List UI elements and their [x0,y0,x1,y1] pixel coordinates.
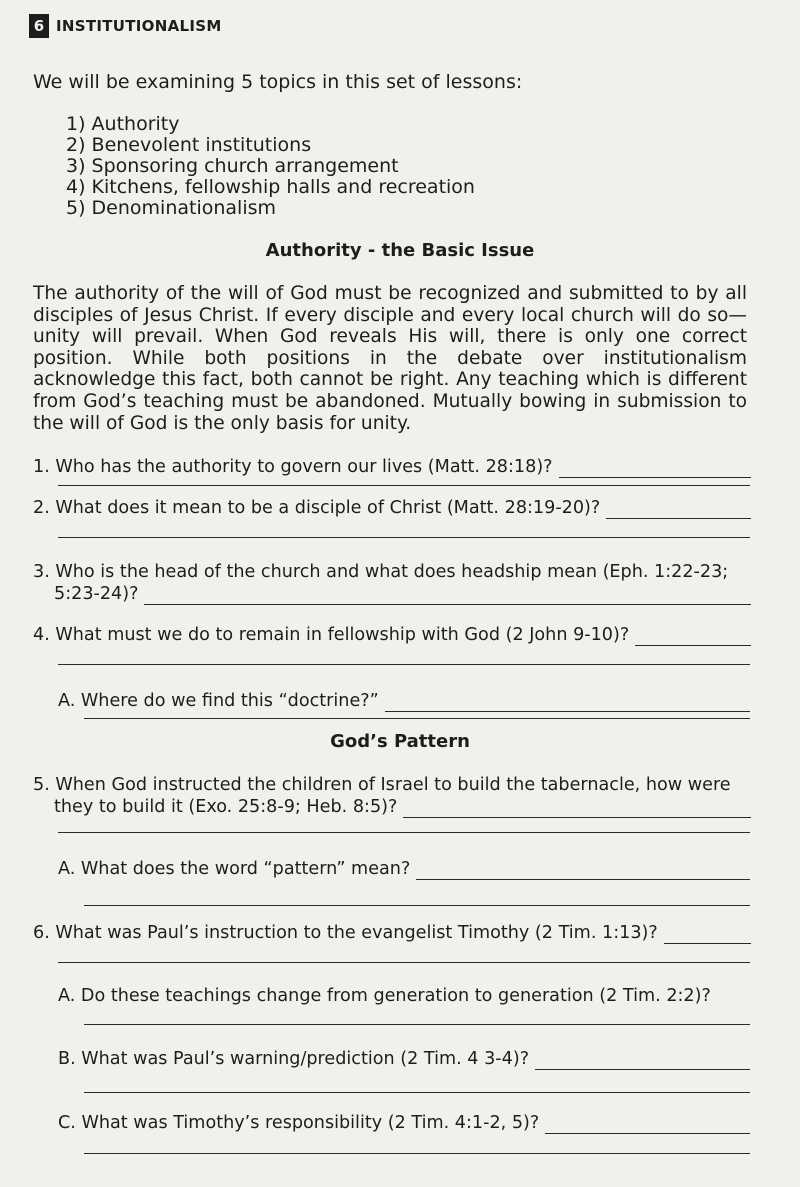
question-1-text: 1. Who has the authority to govern our lives (Matt. 28:18)? [33,457,553,477]
question-4a-text: A. Where do we find this “doctrine?” [58,691,379,711]
question-6-text: 6. What was Paul’s instruction to the evangelist Timothy (2 Tim. 1:13)? [33,923,658,943]
section-title-pattern: God’s Pattern [330,731,470,752]
question-3-text-line1: 3. Who is the head of the church and what does headship mean (Eph. 1:22-23; [33,562,729,582]
question-5-text-line2: they to build it (Exo. 25:8-9; Heb. 8:5)? [54,797,398,817]
answer-line[interactable] [403,802,751,818]
answer-line[interactable] [84,905,750,906]
question-2 [33,497,751,519]
topic-item: 2) Benevolent institutions [66,134,312,156]
question-6b-text: B. What was Paul’s warning/prediction (2 Tim. 4 3-4)? [58,1049,530,1069]
answer-line[interactable] [58,962,750,963]
answer-line[interactable] [84,1153,750,1154]
answer-line[interactable] [664,928,751,944]
question-4-text: 4. What must we do to remain in fellowship with God (2 John 9-10)? [33,625,630,645]
topic-item: 3) Sponsoring church arrangement [66,155,399,177]
page-header [29,14,222,38]
topic-item: 4) Kitchens, fellowship halls and recreation [66,176,475,198]
intro-text: We will be examining 5 topics in this set of lessons: [33,71,523,93]
section-title-authority: Authority - the Basic Issue [265,240,535,261]
answer-line[interactable] [58,832,750,833]
answer-line[interactable] [84,1092,750,1093]
question-2-text: 2. What does it mean to be a disciple of Christ (Matt. 28:19-20)? [33,498,601,518]
question-1 [33,456,751,478]
question-3-text-line2: 5:23-24)? [54,584,139,604]
question-6b [58,1048,750,1070]
question-5 [33,774,751,818]
question-5a [58,858,750,880]
answer-line[interactable] [385,696,750,712]
question-5-text-line1: 5. When God instructed the children of Israel to build the tabernacle, how were [33,775,731,795]
question-4a [58,690,750,712]
question-6a-text: A. Do these teachings change from generation to generation (2 Tim. 2:2)? [58,986,711,1006]
answer-line[interactable] [559,462,751,478]
answer-line[interactable] [58,537,750,538]
answer-line[interactable] [84,1024,750,1025]
page-number: 6 [29,14,49,38]
answer-line[interactable] [545,1118,750,1134]
question-6c [58,1112,750,1134]
answer-line[interactable] [416,864,750,880]
question-6c-text: C. What was Timothy’s responsibility (2 Tim. 4:1-2, 5)? [58,1113,540,1133]
question-6a [58,985,750,1007]
topic-item: 1) Authority [66,113,180,135]
topic-list [66,114,475,219]
answer-line[interactable] [84,718,750,719]
question-5a-text: A. What does the word “pattern” mean? [58,859,411,879]
answer-line[interactable] [144,589,751,605]
question-3 [33,561,751,605]
answer-line[interactable] [606,503,751,519]
answer-line[interactable] [58,485,750,486]
authority-paragraph: The authority of the will of God must be recognized and submitted to by all disciples of Jesus Christ. If every disciple and every local church will do so—unity will prevail. When God reveals His will, there is only one correct position. While both positions in the debate over institutionalism acknowledge this fact, both cannot be right. Any teaching which is different from God’s teaching must be abandoned. Mutually bowing in submission to the will of God is the only basis for unity. [33,283,747,434]
question-4 [33,624,751,646]
book-title: INSTITUTIONALISM [56,17,222,35]
answer-line[interactable] [535,1054,750,1070]
topic-item: 5) Denominationalism [66,197,277,219]
answer-line[interactable] [635,630,751,646]
question-6 [33,922,751,944]
answer-line[interactable] [58,664,750,665]
